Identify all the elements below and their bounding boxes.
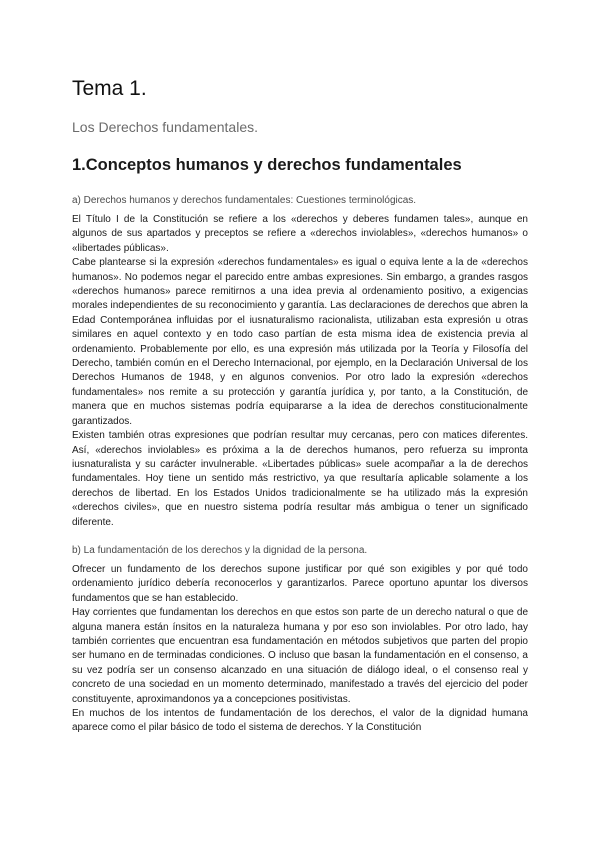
subsection-heading-b: b) La fundamentación de los derechos y la dignidad de la persona.: [72, 544, 368, 556]
subsection-heading-a: a) Derechos humanos y derechos fundamentales: Cuestiones terminológicas.: [72, 195, 417, 206]
section-heading: 1.Conceptos humanos y derechos fundamentales: [72, 156, 462, 174]
paragraph: Hay corrientes que fundamentan los derechos en que estos son parte de un derecho natural o que de alguna manera están ínsitos en la naturaleza humana y por eso son inviolables. Por otro lado, hay también corrientes que encuentran esa fundamentación en métodos subjetivos que parten del propio ser humano en de terminadas condiciones. O incluso que basan la fundamentación en el consenso, a su vez podría ser un consenso alcanzado en una situación de diálogo ideal, o el consenso real y concreto de una sociedad en un momento determinado, manifestado a través del ejercicio del poder constituyente, aproximandonos ya a concepciones positivistas.: [72, 607, 528, 705]
paragraph: Existen también otras expresiones que podrían resultar muy cercanas, pero con matices diferentes. Así, «derechos inviolables» es próxima a la de derechos humanos, pero refuerza su impronta iusnaturalista y su carácter invulnerable. «Libertades públicas» suele acompañar a la de derechos fundamentales. Hoy tiene un sentido más restrictivo, ya que resultaría aplicable solamente a los derechos de libertad. En los Estados Unidos tradicionalmente se ha utilizado más la expresión «derechos civiles», que en nuestro sistema podría resultar más ambigua o tener un significado diferente.: [72, 430, 528, 528]
document-subtitle: Los Derechos fundamentales.: [72, 119, 258, 135]
paragraph: El Título I de la Constitución se refiere a los «derechos y deberes fundamen tales», aunque en algunos de sus apartados y preceptos se refiere a «derechos inviolables», «derechos humanos» o «libertades públicas».: [72, 214, 528, 254]
paragraph: En muchos de los intentos de fundamentación de los derechos, el valor de la dignidad humana aparece como el pilar básico de todo el sistema de derechos. Y la Constitución: [72, 708, 528, 734]
document-title: Tema 1.: [72, 77, 147, 100]
paragraph: Cabe plantearse si la expresión «derechos fundamentales» es igual o equiva lente a la de «derechos humanos». No podemos negar el parecido entre ambas expresiones. Sin embargo, a grandes rasgos «derechos humanos» parece remitirnos a una idea previa al ordenamiento positivo, a exigencias morales independientes de su reconocimiento y garantía. Las declaraciones de derechos que abren la Edad Contemporánea influidas por el iusnaturalismo racionalista, utilizaban esta expresión u otras similares en aquel contexto y en todo caso partían de esta misma idea de existencia previa al ordenamiento. Probablemente por ello, es una expresión más utilizada por la Teoría y Filosofía del Derecho, también común en el Derecho Internacional, por ejemplo, en la Declaración Universal de los Derechos Humanos de 1948, y en algunos convenios. Por otro lado la expresión «derechos fundamentales» nos remite a su protección y garantía jurídica y, por tanto, a la Constitución, de manera que en muchos sistemas podría equipararse a la idea de derechos constitucionalmente garantizados.: [72, 257, 528, 427]
paragraph: Ofrecer un fundamento de los derechos supone justificar por qué son exigibles y por qué todo ordenamiento jurídico debería reconocerlos y garantizarlos. Parece oportuno apuntar los diversos fundamentos que se han establecido.: [72, 563, 528, 604]
document-page: [72, 76, 528, 736]
